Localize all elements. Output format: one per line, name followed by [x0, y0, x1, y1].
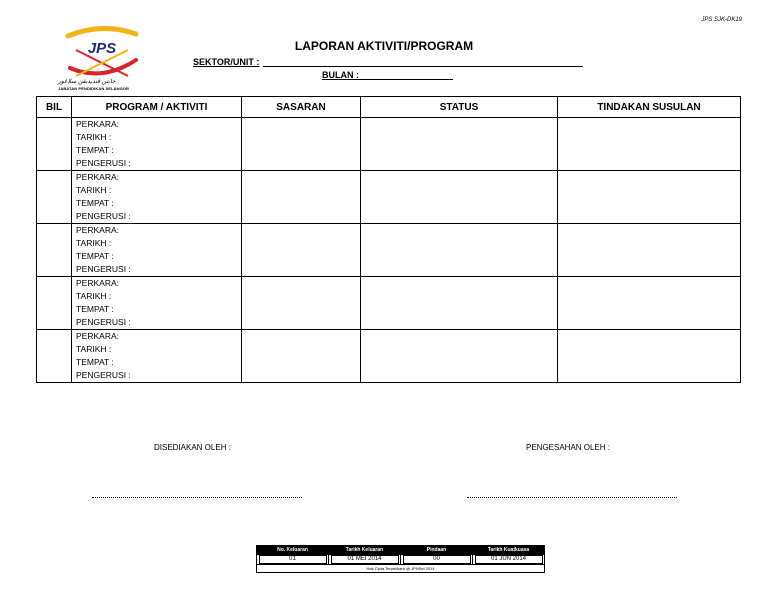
- pengerusi-label: PENGERUSI :: [76, 317, 131, 327]
- tempat-label: TEMPAT :: [76, 145, 114, 155]
- footer-header-tarikh-kuatkuasa: Tarikh Kuatkuasa: [473, 546, 545, 555]
- sasaran-cell[interactable]: [242, 330, 361, 383]
- status-cell[interactable]: [361, 118, 558, 171]
- footer-header-pindaan: Pindaan: [401, 546, 473, 555]
- footer-pindaan: 00: [403, 555, 471, 564]
- bil-cell[interactable]: [37, 224, 72, 277]
- tindakan-susulan-cell[interactable]: [558, 224, 741, 277]
- bulan-label: BULAN :: [322, 70, 359, 80]
- tindakan-susulan-cell[interactable]: [558, 171, 741, 224]
- perkara-label: PERKARA:: [76, 278, 119, 288]
- tindakan-susulan-cell[interactable]: [558, 330, 741, 383]
- footer-copyright: Hak Cipta Terpelihara @ JPNSel 2014: [257, 565, 545, 573]
- prepared-by-label: DISEDIAKAN OLEH :: [154, 443, 231, 452]
- perkara-label: PERKARA:: [76, 331, 119, 341]
- column-header-bil: BIL: [37, 97, 72, 118]
- bil-cell[interactable]: [37, 277, 72, 330]
- pengerusi-label: PENGERUSI :: [76, 158, 131, 168]
- tarikh-label: TARIKH :: [76, 344, 112, 354]
- activity-table: [36, 96, 741, 383]
- tarikh-label: TARIKH :: [76, 132, 112, 142]
- pengerusi-label: PENGERUSI :: [76, 370, 131, 380]
- sasaran-cell[interactable]: [242, 277, 361, 330]
- bulan-field[interactable]: [357, 79, 453, 80]
- verified-by-label: PENGESAHAN OLEH :: [526, 443, 611, 452]
- prepared-by-signature-line[interactable]: [92, 497, 302, 498]
- table-row: [37, 118, 741, 171]
- tarikh-label: TARIKH :: [76, 185, 112, 195]
- program-cell[interactable]: [72, 224, 242, 277]
- footer-tarikh-keluaran: 01 MEI 2014: [331, 555, 399, 564]
- perkara-label: PERKARA:: [76, 172, 119, 182]
- program-cell[interactable]: [72, 330, 242, 383]
- perkara-label: PERKARA:: [76, 225, 119, 235]
- status-cell[interactable]: [361, 224, 558, 277]
- program-cell[interactable]: [72, 171, 242, 224]
- program-cell[interactable]: [72, 277, 242, 330]
- footer-tarikh-kuatkuasa: 01 JUN 2014: [475, 555, 543, 564]
- program-cell[interactable]: [72, 118, 242, 171]
- sasaran-cell[interactable]: [242, 171, 361, 224]
- tempat-label: TEMPAT :: [76, 304, 114, 314]
- table-row: [37, 171, 741, 224]
- tindakan-susulan-cell[interactable]: [558, 277, 741, 330]
- tempat-label: TEMPAT :: [76, 357, 114, 367]
- perkara-label: PERKARA:: [76, 119, 119, 129]
- column-header-status: STATUS: [361, 97, 558, 118]
- logo-arabic-text: جابتن ڤنديديقن سلاڠور: [58, 78, 116, 85]
- tindakan-susulan-cell[interactable]: [558, 118, 741, 171]
- document-code: JPS SJK-DK19: [701, 17, 742, 23]
- table-header-row: [37, 97, 741, 118]
- verified-by-signature-line[interactable]: [467, 497, 677, 498]
- status-cell[interactable]: [361, 330, 558, 383]
- document-title: LAPORAN AKTIVITI/PROGRAM: [294, 39, 474, 53]
- sektor-unit-field[interactable]: [263, 66, 583, 67]
- table-row: [37, 277, 741, 330]
- tempat-label: TEMPAT :: [76, 251, 114, 261]
- bil-cell[interactable]: [37, 171, 72, 224]
- footer-header-tarikh-keluaran: Tarikh Keluaran: [329, 546, 401, 555]
- tempat-label: TEMPAT :: [76, 198, 114, 208]
- footer-no-keluaran: 01: [259, 555, 327, 564]
- bil-cell[interactable]: [37, 330, 72, 383]
- column-header-sasaran: SASARAN: [242, 97, 361, 118]
- table-row: [37, 330, 741, 383]
- status-cell[interactable]: [361, 277, 558, 330]
- tarikh-label: TARIKH :: [76, 291, 112, 301]
- logo-text: JPS: [87, 40, 117, 57]
- column-header-tindakan-susulan: TINDAKAN SUSULAN: [558, 97, 741, 118]
- table-row: [37, 224, 741, 277]
- sektor-unit-label: SEKTOR/UNIT :: [193, 57, 260, 67]
- pengerusi-label: PENGERUSI :: [76, 264, 131, 274]
- footer-header-row: [257, 546, 545, 555]
- footer-value-row: [257, 555, 545, 565]
- logo-subtitle: JABATAN PENDIDIKAN SELANGOR: [58, 86, 129, 91]
- sasaran-cell[interactable]: [242, 118, 361, 171]
- pengerusi-label: PENGERUSI :: [76, 211, 131, 221]
- footer-header-no-keluaran: No. Keluaran: [257, 546, 329, 555]
- document-control-table: [256, 545, 545, 573]
- column-header-program: PROGRAM / AKTIVITI: [72, 97, 242, 118]
- sasaran-cell[interactable]: [242, 224, 361, 277]
- status-cell[interactable]: [361, 171, 558, 224]
- bil-cell[interactable]: [37, 118, 72, 171]
- tarikh-label: TARIKH :: [76, 238, 112, 248]
